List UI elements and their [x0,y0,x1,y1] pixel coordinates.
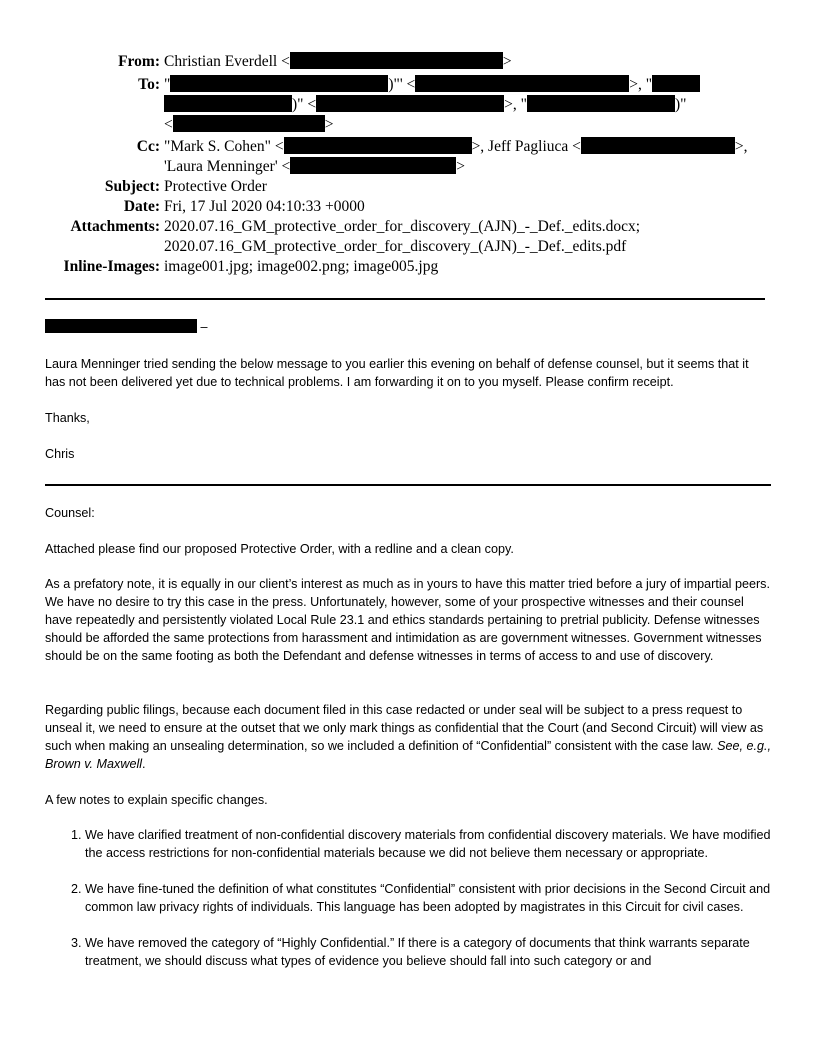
email-header [0,52,816,277]
to-row: To: " )"' < >, " )" < >, " )" < > [0,75,816,135]
subject-value: Protective Order [164,178,267,195]
forward-greeting: – [45,318,771,336]
redaction-bar [527,95,675,112]
redaction-bar [415,75,629,92]
redaction-bar [652,75,700,92]
inline-images-value: image001.jpg; image002.png; image005.jpg [164,258,439,275]
date-label: Date: [123,198,160,215]
redaction-bar [170,75,388,92]
attachments-label: Attachments: [70,218,160,235]
from-value: Christian Everdell < [164,53,290,70]
from-row: From: Christian Everdell < > [118,53,512,70]
list-item: 1. We have clarified treatment of non-confidential discovery materials from confidential discovery materials. We have modified the access restrictions for non-confidential materials because we did not believe them necessary or appropriate. [85,826,771,862]
forward-thanks: Thanks, [45,411,90,425]
redaction-bar [45,319,197,333]
forward-signature: Chris [45,447,75,461]
case-citation: See, e.g., Brown v. Maxwell [45,739,771,771]
divider [45,298,765,300]
subject-row [0,177,816,197]
paragraph-1: Attached please find our proposed Protective Order, with a redline and a clean copy. [45,542,514,556]
inline-images-label: Inline-Images: [63,258,160,275]
attachment-1[interactable]: 2020.07.16_GM_protective_order_for_discovery_(AJN)_-_Def._edits.docx; [164,218,641,235]
cc-label: Cc: [136,138,160,155]
redaction-bar [290,52,503,69]
paragraph-3: Regarding public filings, because each document filed in this case redacted or under seal will be subject to a press request to unseal it, we need to ensure at the outset that we only mark things as confidential that the Court (and Second Circuit) will view as such when making an unsealing determination, so we included a definition of “Confidential” consistent with the case law. See, e.g., Brown v. Maxwell. [45,703,771,771]
attachments-row [0,217,816,257]
to-label: To: [138,76,160,93]
redaction-bar [173,115,325,132]
from-label: From: [118,53,160,70]
redaction-bar [581,137,735,154]
change-notes-list [45,826,771,988]
paragraph-4: A few notes to explain specific changes. [45,793,268,807]
list-item: 2. We have fine-tuned the definition of what constitutes “Confidential” consistent with prior decisions in the Second Circuit and common law privacy rights of individuals. This language has been adopted by magistrates in this Circuit for civil cases. [85,880,771,916]
list-item: 3. We have removed the category of “Highly Confidential.” If there is a category of documents that think warrants separate treatment, we should discuss what types of evidence you believe should fall into such category or and [85,934,771,970]
divider [45,484,771,486]
cc-row: Cc: "Mark S. Cohen" < >, Jeff Pagliuca < >, 'Laura Menninger' < > [136,138,748,175]
date-value: Fri, 17 Jul 2020 04:10:33 +0000 [164,198,365,215]
attachment-2[interactable]: 2020.07.16_GM_protective_order_for_discovery_(AJN)_-_Def._edits.pdf [164,238,627,255]
date-row [0,197,816,217]
redaction-bar [164,95,292,112]
salutation: Counsel: [45,506,95,520]
redaction-bar [284,137,472,154]
inline-images-row [0,257,816,277]
subject-label: Subject: [104,178,160,195]
paragraph-2: As a prefatory note, it is equally in our client’s interest as much as in yours to have this matter tried before a jury of impartial peers. We have no desire to try this case in the press. Unfortunately, however, some of your prospective witnesses and their counsel have repeatedly and persistently violated Local Rule 23.1 and ethics standards pertaining to pretrial publicity. Defense witnesses should be afforded the same protections from harassment and intimidation as are government witnesses. Government witnesses should be on the same footing as both the Defendant and defense witnesses in terms of access to and use of discovery. [45,577,770,663]
redaction-bar [316,95,504,112]
redaction-bar [290,157,456,174]
forward-paragraph: Laura Menninger tried sending the below message to you earlier this evening on behalf of defense counsel, but it seems that it has not been delivered yet due to technical problems. I am forwarding it on to you myself. Please confirm receipt. [45,357,749,389]
